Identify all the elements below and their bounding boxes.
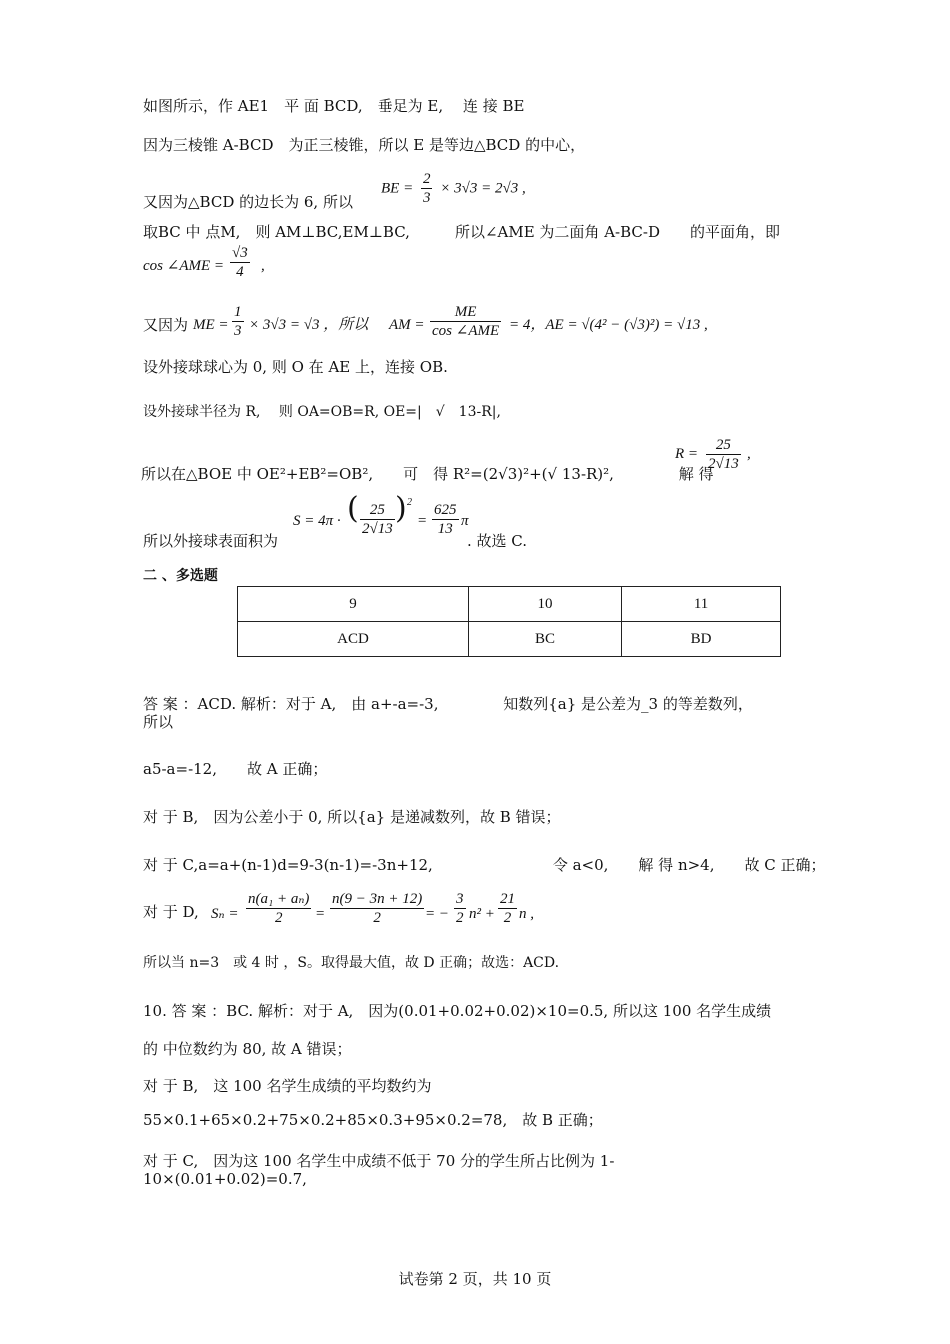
text-line: 的 中位数约为 80, 故 A 错误； [143,1040,352,1058]
text-line: 所以 [143,713,174,731]
fraction: ME cos ∠AME [432,304,500,339]
fraction: $\frac{√3}{4}$ [232,245,248,280]
fraction: $\frac{\text{n(a₁ + aₙ)}}{2}$ [248,891,310,926]
fraction: $\frac{1}{3}$ [234,304,242,339]
text-line: 对 于 C, 因为这 100 名学生中成绩不低于 70 分的学生所占比例为 1- [143,1152,615,1170]
text-line: 答 案 ：ACD. 解析：对于 A, 由 a+-a=-3, 知数列{a} 是公差为_3 的等差数列， [143,695,753,713]
text-line: 10. 答 案 ：BC. 解析：对于 A, 因为(0.01+0.02+0.02)×10=0.5, 所以这 100 名学生成绩 [143,1002,772,1020]
formula-be: BE = $\frac{2}{3}$ × 3√3 = 2√3 , [381,171,526,206]
table-row [238,587,781,622]
table-row [238,622,781,657]
section-title: 二 、多选题 [143,568,218,584]
fraction: $\frac{25}{2√13}$ [708,437,739,472]
text-line: 设外接球球心为 0, 则 O 在 AE 上，连接 OB. [143,358,448,376]
fraction: $\frac{25}{2√13}$ [362,502,393,537]
text-line: 设外接球半径为 R, 则 OA=OB=R, OE=| √ 13-R|, [143,404,501,420]
text-line: a5-a=-12, 故 A 正确； [143,760,328,778]
table-cell: 11 [622,587,781,622]
text-line: 因为三棱锥 A-BCD 为正三棱锥，所以 E 是等边△BCD 的中心， [143,136,586,154]
table-cell: 10 [468,587,621,622]
text-line: 55×0.1+65×0.2+75×0.2+85×0.3+95×0.2=78, 故 B 正确； [143,1111,603,1129]
text-line: 所以当 n=3 或 4 时 ，S。取得最大值，故 D 正确；故选：ACD. [143,955,560,971]
text-line: 对 于 B, 这 100 名学生成绩的平均数约为 [143,1077,432,1095]
text-line: 取BC 中 点M, 则 AM⊥BC,EM⊥BC, 所以∠AME 为二面角 A-BC-D 的平面角，即 [143,223,780,241]
text-line: 对 于 C,a=a+(n-1)d=9-3(n-1)=-3n+12, 令 a<0, 解 得 n>4, 故 C 正确； [143,856,826,874]
page-footer: 试卷第 2 页，共 10 页 [398,1270,552,1288]
text-line: 如图所示，作 AE1 平 面 BCD, 垂足为 E, 连 接 BE [143,97,525,115]
fraction: $\frac{21}{2}$ [500,891,515,926]
fraction: $\frac{625}{13}$ [434,502,457,537]
text-line: 对 于 B, 因为公差小于 0, 所以{a} 是递减数列，故 B 错误； [143,808,561,826]
table-cell: 9 [238,587,469,622]
fraction: $\frac{n(9 - 3n + 12)}{2}$ [332,891,423,926]
fraction: $\frac{2}{3}$ [422,171,431,206]
answer-table [237,586,781,657]
table-cell: BC [468,622,621,657]
fraction: $\frac{3}{2}$ [456,891,464,926]
table-cell: BD [622,622,781,657]
table-cell: ACD [238,622,469,657]
text-line: 10×(0.01+0.02)=0.7, [143,1170,307,1188]
